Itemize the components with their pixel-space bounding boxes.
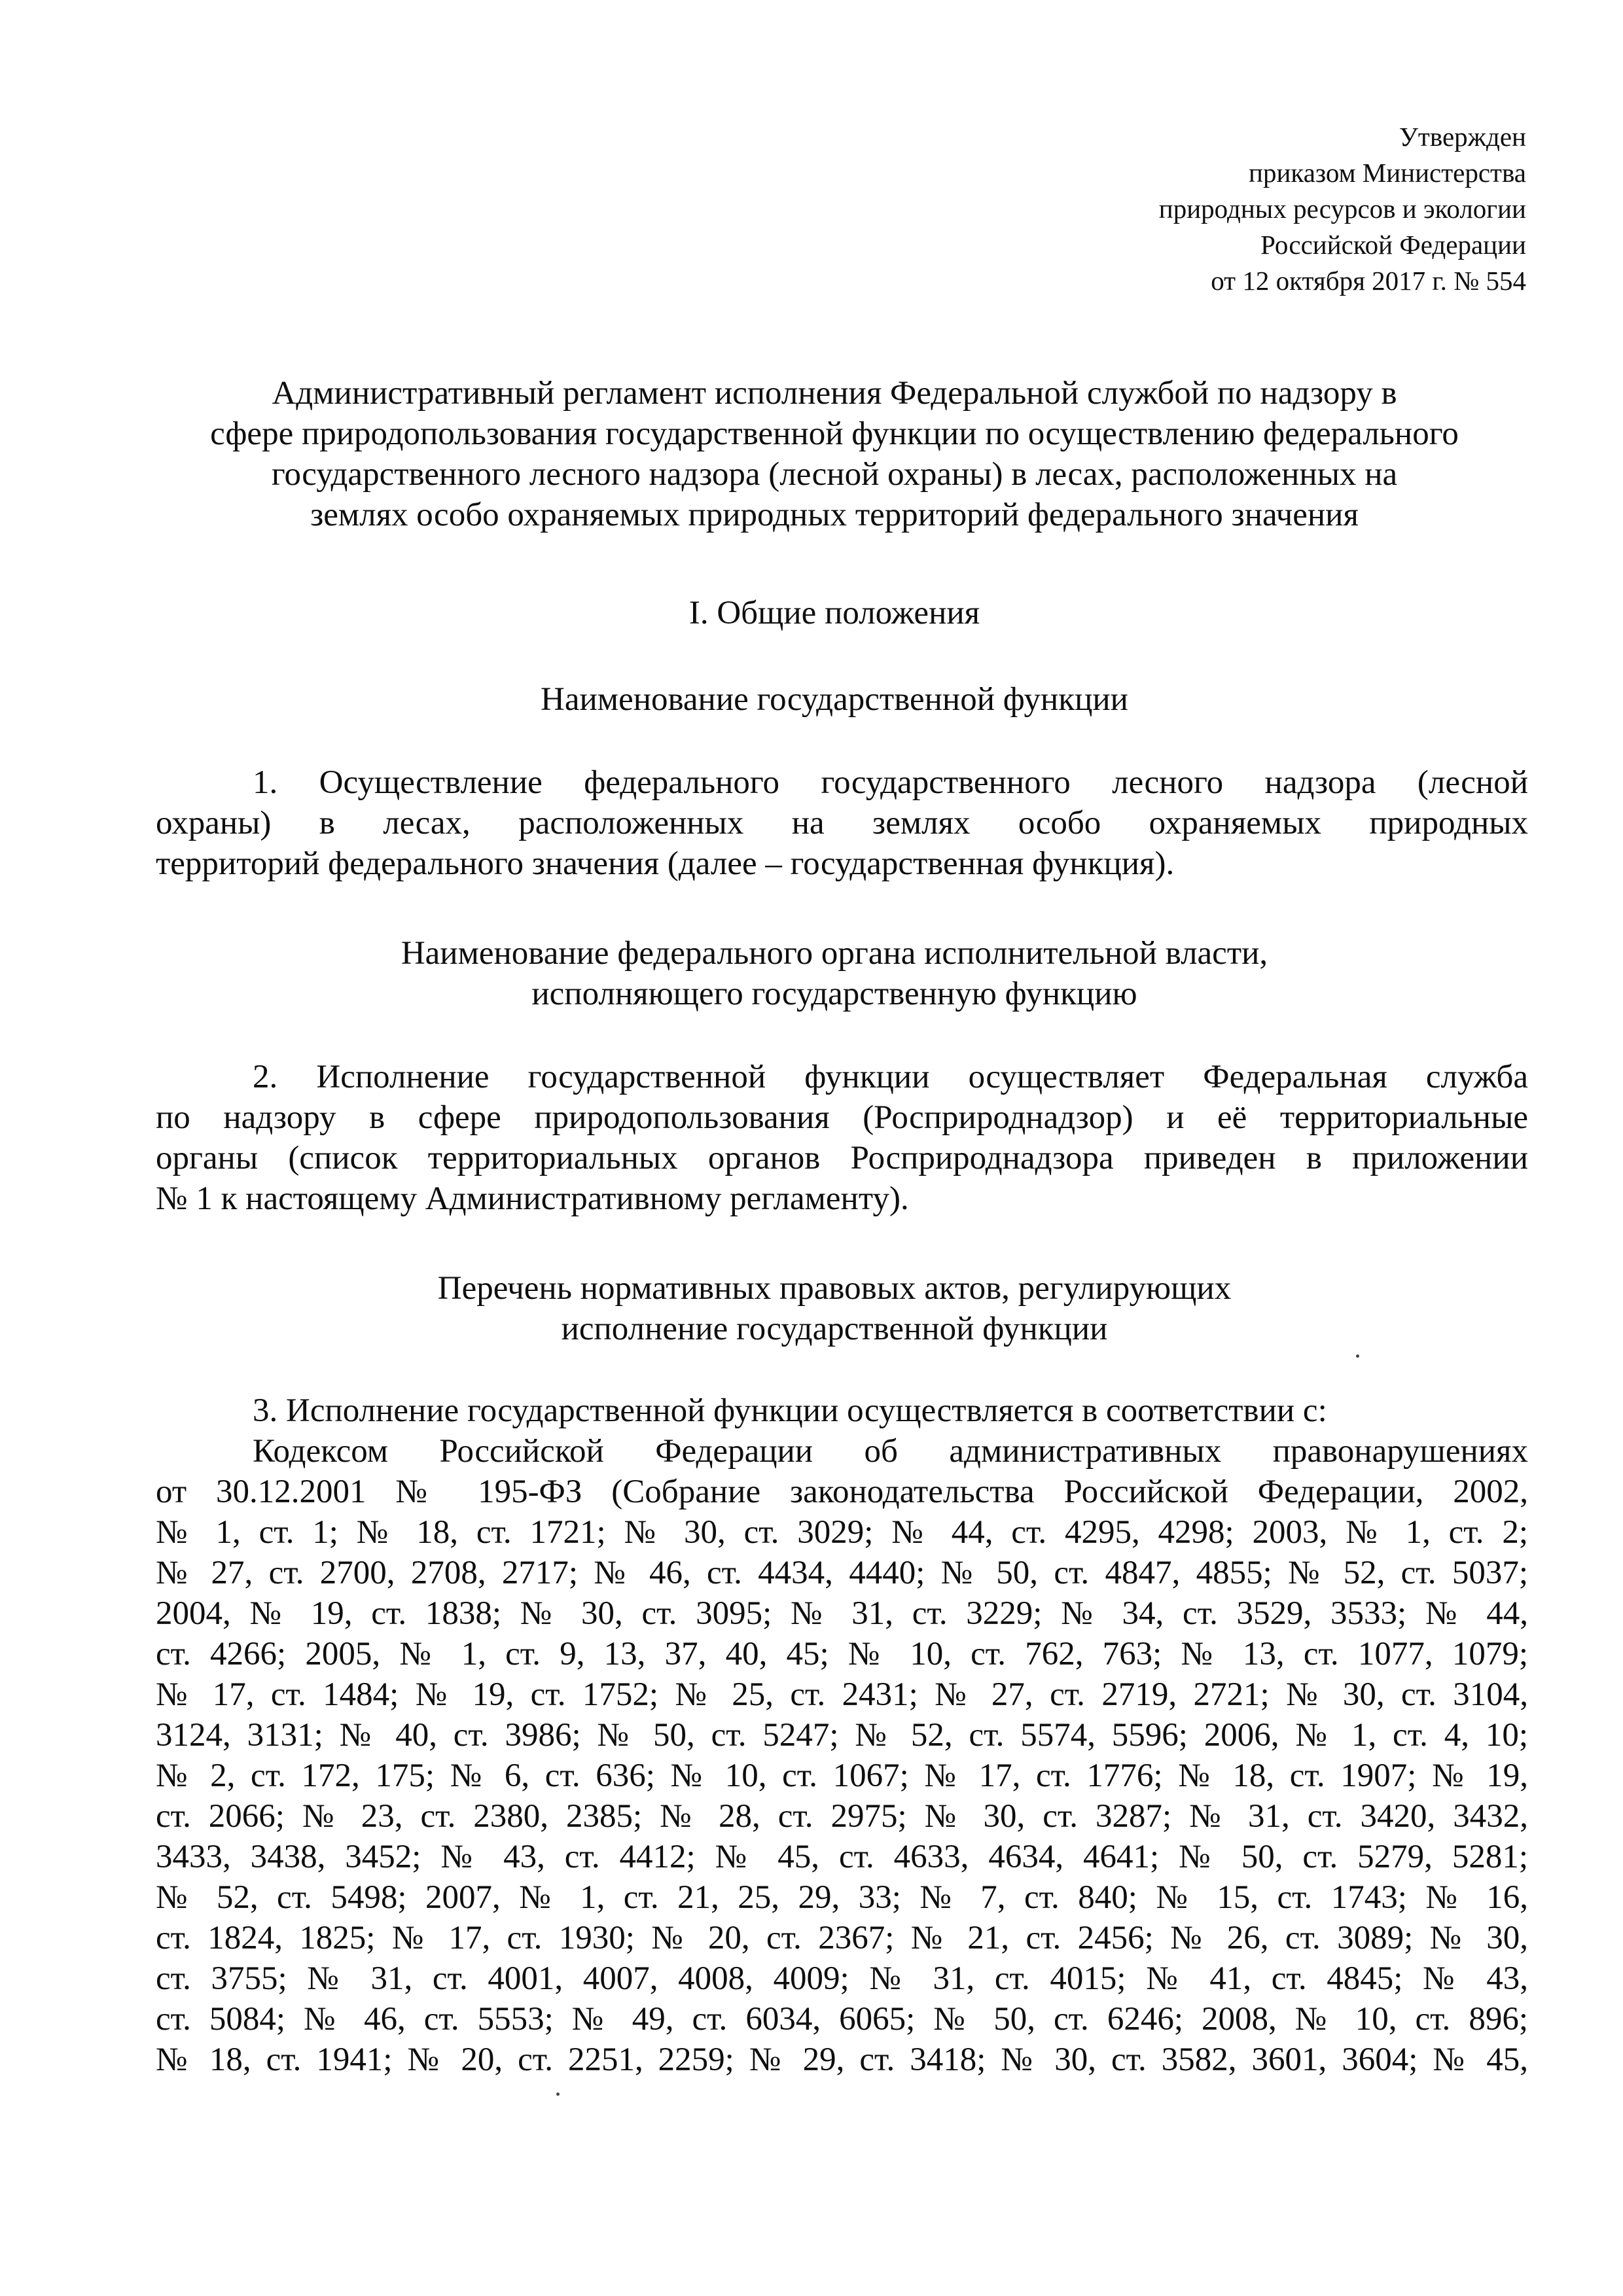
paragraph-1 [156,762,1528,884]
approval-line: Российской Федерации [1260,230,1526,260]
paragraph-line: Кодексом Российской Федерации об административных правонарушениях [253,1433,1528,1470]
subheading-text: Наименование федерального органа исполнительной власти, [401,935,1268,972]
subheading-text: Перечень нормативных правовых актов, регулирующих [437,1270,1232,1307]
paragraph-line: по надзору в сфере природопользования (Росприроднадзор) и её территориальные [156,1099,1528,1136]
paragraph-3 [156,1390,1528,2080]
paragraph-line: 1. Осуществление федерального государственного лесного надзора (лесной [253,764,1528,801]
paragraph-line: ст. 5084; № 46, ст. 5553; № 49, ст. 6034, 6065; № 50, ст. 6246; 2008, № 10, ст. 896; [156,2001,1528,2038]
approval-line: природных ресурсов и экологии [1158,194,1526,224]
subheading-text: Наименование государственной функции [541,681,1128,718]
subheading-function-name [141,679,1528,720]
paragraph-line: территорий федерального значения (далее – государственная функция). [156,845,1175,882]
subheading-legal-acts [141,1268,1528,1349]
paragraph-line: № 1 к настоящему Административному регламенту). [156,1180,909,1217]
title-line: землях особо охраняемых природных территорий федерального значения [310,497,1359,533]
subheading-executive-body [141,933,1528,1014]
section-heading-text: I. Общие положения [688,595,980,631]
paragraph-line: ст. 4266; 2005, № 1, ст. 9, 13, 37, 40, 45; № 10, ст. 762, 763; № 13, ст. 1077, 1079; [156,1636,1528,1672]
title-line: сфере природопользования государственной функции по осуществлению федерального [210,415,1459,452]
paragraph-line: ст. 3755; № 31, ст. 4001, 4007, 4008, 4009; № 31, ст. 4015; № 41, ст. 4845; № 43, [156,1960,1528,1997]
approval-line: приказом Министерства [1249,158,1526,188]
paragraph-line: № 18, ст. 1941; № 20, ст. 2251, 2259; № 29, ст. 3418; № 30, ст. 3582, 3601, 3604; № 45, [156,2041,1528,2078]
section-heading-general [141,593,1528,633]
paragraph-line: 2004, № 19, ст. 1838; № 30, ст. 3095; № 31, ст. 3229; № 34, ст. 3529, 3533; № 44, [156,1595,1528,1632]
subheading-text: исполняющего государственную функцию [531,976,1137,1012]
paragraph-line: ст. 1824, 1825; № 17, ст. 1930; № 20, ст. 2367; № 21, ст. 2456; № 26, ст. 3089; № 30, [156,1920,1528,1956]
paragraph-line: 2. Исполнение государственной функции осуществляет Федеральная служба [253,1059,1528,1095]
paragraph-line: органы (список территориальных органов Росприроднадзора приведен в приложении [156,1140,1528,1176]
title-line: государственного лесного надзора (лесной охраны) в лесах, расположенных на [271,456,1398,493]
paragraph-line: 3433, 3438, 3452; № 43, ст. 4412; № 45, ст. 4633, 4634, 4641; № 50, ст. 5279, 5281; [156,1839,1528,1875]
paragraph-line: № 2, ст. 172, 175; № 6, ст. 636; № 10, ст. 1067; № 17, ст. 1776; № 18, ст. 1907; № 19, [156,1757,1528,1794]
document-title [141,373,1528,535]
paragraph-line: охраны) в лесах, расположенных на землях особо охраняемых природных [156,805,1528,841]
title-line: Административный регламент исполнения Федеральной службой по надзору в [272,375,1397,412]
scan-speck [556,2093,560,2096]
paragraph-line: № 27, ст. 2700, 2708, 2717; № 46, ст. 4434, 4440; № 50, ст. 4847, 4855; № 52, ст. 5037; [156,1555,1528,1591]
subheading-text: исполнение государственной функции [561,1311,1108,1347]
approval-line: от 12 октября 2017 г. № 554 [1211,266,1526,296]
paragraph-line: ст. 2066; № 23, ст. 2380, 2385; № 28, ст. 2975; № 30, ст. 3287; № 31, ст. 3420, 3432, [156,1798,1528,1835]
scan-speck [1356,1354,1359,1358]
paragraph-line: № 17, ст. 1484; № 19, ст. 1752; № 25, ст. 2431; № 27, ст. 2719, 2721; № 30, ст. 3104, [156,1676,1528,1713]
approval-stamp [1159,119,1526,299]
paragraph-line: № 1, ст. 1; № 18, ст. 1721; № 30, ст. 3029; № 44, ст. 4295, 4298; 2003, № 1, ст. 2; [156,1514,1528,1551]
paragraph-2 [156,1057,1528,1219]
paragraph-line: № 52, ст. 5498; 2007, № 1, ст. 21, 25, 29, 33; № 7, ст. 840; № 15, ст. 1743; № 16, [156,1879,1528,1916]
paragraph-line: 3124, 3131; № 40, ст. 3986; № 50, ст. 5247; № 52, ст. 5574, 5596; 2006, № 1, ст. 4, 10; [156,1717,1528,1754]
paragraph-line: от 30.12.2001 № 195-ФЗ (Собрание законодательства Российской Федерации, 2002, [156,1474,1528,1510]
approval-line: Утвержден [1399,122,1526,152]
paragraph-line: 3. Исполнение государственной функции осуществляется в соответствии с: [253,1392,1327,1429]
